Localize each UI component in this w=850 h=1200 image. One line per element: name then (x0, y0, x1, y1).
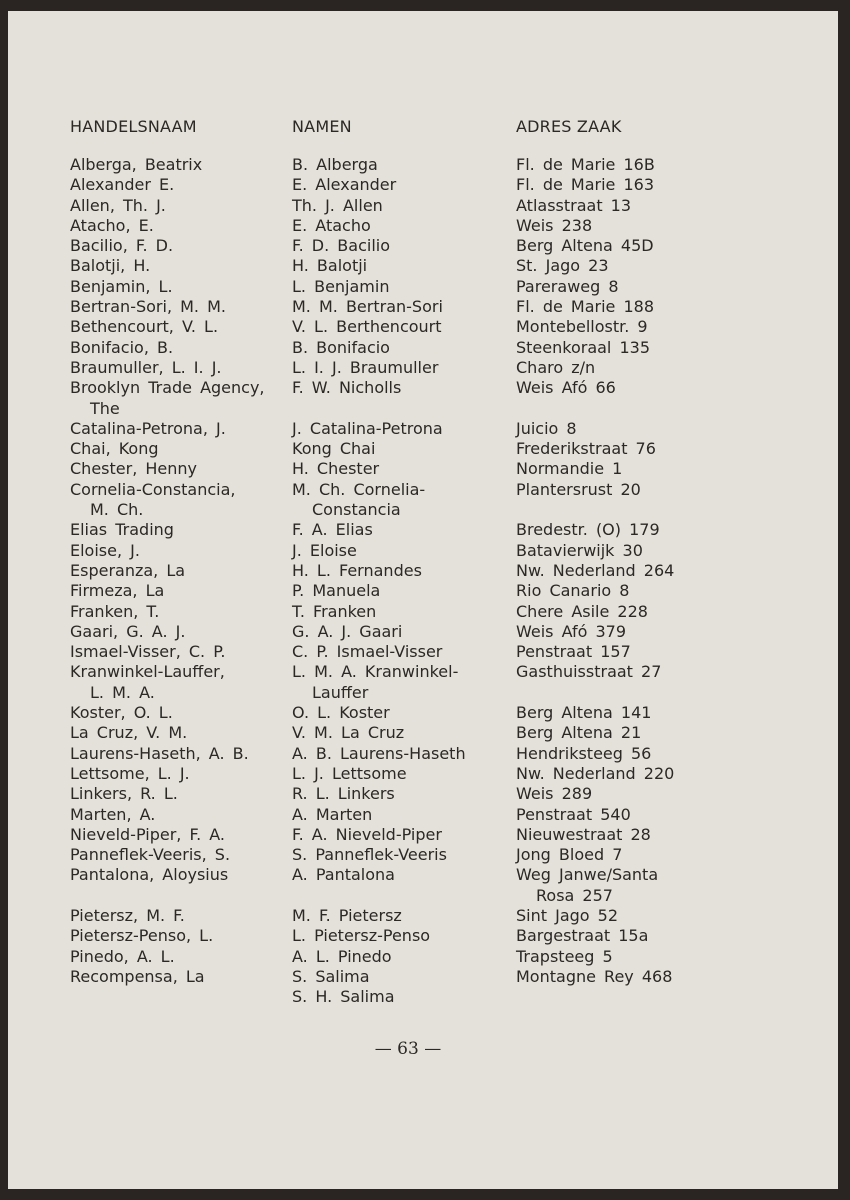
list-item: Plantersrust 20 (516, 479, 641, 499)
list-item: V. M. La Cruz (292, 723, 405, 743)
list-item: Pareraweg 8 (516, 276, 619, 296)
list-item: A. Marten (292, 804, 373, 824)
list-item: S. Panneflek-Veeris (292, 845, 447, 865)
list-item: Rio Canario 8 (516, 581, 630, 601)
list-item: Atacho, E. (70, 215, 154, 235)
list-item: Marten, A. (70, 804, 156, 824)
list-item: Fl. de Marie 163 (516, 175, 655, 195)
list-item: J. Catalina-Petrona (292, 418, 443, 438)
list-item: L. I. J. Braumuller (292, 357, 439, 377)
page-number: — 63 — (374, 1039, 442, 1059)
list-item (292, 886, 512, 906)
list-item: Ismael-Visser, C. P. (70, 642, 226, 662)
list-item: C. P. Ismael-Visser (292, 642, 443, 662)
list-item: Recompensa, La (70, 966, 205, 986)
list-item: Fl. de Marie 188 (516, 297, 655, 317)
list-item: Weis 238 (516, 215, 593, 235)
list-item: Lettsome, L. J. (70, 763, 190, 783)
list-item: Montagne Rey 468 (516, 966, 673, 986)
list-item: Nieveld-Piper, F. A. (70, 824, 225, 844)
list-item: L. Pietersz-Penso (292, 926, 431, 946)
list-item: Lauffer (312, 682, 369, 702)
list-item (516, 500, 716, 520)
list-item: Linkers, R. L. (70, 784, 178, 804)
list-item: L. J. Lettsome (292, 763, 407, 783)
list-item: S. Salima (292, 966, 370, 986)
list-item: A. L. Pinedo (292, 946, 392, 966)
list-item: Chai, Kong (70, 439, 159, 459)
list-item: Brooklyn Trade Agency, (70, 378, 265, 398)
list-item: F. A. Nieveld-Piper (292, 824, 442, 844)
list-item: Nieuwestraat 28 (516, 824, 651, 844)
list-item: Franken, T. (70, 601, 160, 621)
list-item: M. Ch. (90, 500, 144, 520)
list-item: T. Franken (292, 601, 377, 621)
list-item: Bertran-Sori, M. M. (70, 297, 226, 317)
list-item: Charo z/n (516, 357, 596, 377)
list-item: Bethencourt, V. L. (70, 317, 219, 337)
list-item: H. Balotji (292, 256, 368, 276)
list-item: Pantalona, Aloysius (70, 865, 229, 885)
list-item: H. L. Fernandes (292, 560, 422, 580)
list-item: Fl. de Marie 16B (516, 155, 655, 174)
list-item: P. Manuela (292, 581, 381, 601)
list-item: J. Eloise (292, 540, 357, 560)
list-item: Constancia (312, 500, 401, 520)
list-item: Allen, Th. J. (70, 195, 166, 215)
list-item: Esperanza, La (70, 560, 186, 580)
list-item: Chester, Henny (70, 459, 197, 479)
list-item: Elias Trading (70, 520, 174, 540)
list-item: Atlasstraat 13 (516, 195, 632, 215)
list-item: Penstraat 157 (516, 642, 631, 662)
list-item: Panneflek-Veeris, S. (70, 845, 231, 865)
list-item: Chere Asile 228 (516, 601, 648, 621)
list-item: Rosa 257 (536, 885, 613, 905)
list-item: Jong Bloed 7 (516, 845, 623, 865)
list-item: Koster, O. L. (70, 703, 173, 723)
list-item: V. L. Berthencourt (292, 317, 442, 337)
list-item: Juicio 8 (516, 418, 577, 438)
list-item: B. Bonifacio (292, 337, 390, 357)
list-item: Alexander E. (70, 175, 175, 195)
list-item: Berg Altena 45D (516, 236, 654, 256)
list-item: Nw. Nederland 264 (516, 560, 675, 580)
list-item: Weis Afó 66 (516, 378, 616, 398)
list-item: A. B. Laurens-Haseth (292, 743, 466, 763)
list-item: M. F. Pietersz (292, 905, 402, 925)
list-item: Steenkoraal 135 (516, 337, 650, 357)
list-item (516, 399, 716, 419)
header-namen: NAMEN (292, 117, 352, 136)
list-item: M. Ch. Cornelia- (292, 479, 426, 499)
list-item: Firmeza, La (70, 581, 165, 601)
list-item: Frederikstraat 76 (516, 439, 656, 459)
list-item: Benjamin, L. (70, 276, 173, 296)
column-namen (292, 115, 512, 1007)
list-item (70, 886, 290, 906)
list-item: Penstraat 540 (516, 804, 631, 824)
list-item: H. Chester (292, 459, 380, 479)
column-adres-zaak (516, 115, 716, 987)
list-item: Alberga, Beatrix (70, 155, 203, 174)
list-item: Catalina-Petrona, J. (70, 418, 226, 438)
list-item: L. M. A. Kranwinkel- (292, 662, 459, 682)
list-item: Balotji, H. (70, 256, 151, 276)
list-item: Weis 289 (516, 784, 593, 804)
list-item: Pinedo, A. L. (70, 946, 175, 966)
list-item: Berg Altena 141 (516, 703, 652, 723)
list-item: F. W. Nicholls (292, 378, 402, 398)
header-handelsnaam: HANDELSNAAM (70, 117, 197, 136)
list-item (516, 683, 716, 703)
list-item: Sint Jago 52 (516, 905, 619, 925)
list-item: R. L. Linkers (292, 784, 395, 804)
list-item: Berg Altena 21 (516, 723, 642, 743)
list-item: E. Alexander (292, 175, 397, 195)
list-item: Laurens-Haseth, A. B. (70, 743, 249, 763)
list-item: G. A. J. Gaari (292, 621, 403, 641)
list-item: Trapsteeg 5 (516, 946, 613, 966)
handelsnaam-list (70, 155, 290, 987)
list-item: Kranwinkel-Lauffer, (70, 662, 225, 682)
list-item: St. Jago 23 (516, 256, 609, 276)
namen-list (292, 155, 512, 1007)
list-item: Eloise, J. (70, 540, 140, 560)
list-item: Weg Janwe/Santa (516, 865, 659, 885)
list-item: S. H. Salima (292, 987, 395, 1007)
adres-list (516, 155, 716, 987)
column-handelsnaam (70, 115, 290, 987)
list-item: E. Atacho (292, 215, 371, 235)
list-item: Cornelia-Constancia, (70, 479, 236, 499)
list-item: La Cruz, V. M. (70, 723, 188, 743)
list-item: Nw. Nederland 220 (516, 763, 675, 783)
list-item: B. Alberga (292, 155, 378, 174)
list-item: Montebellostr. 9 (516, 317, 648, 337)
page (8, 11, 838, 1189)
list-item: Braumuller, L. I. J. (70, 357, 222, 377)
list-item: Kong Chai (292, 439, 376, 459)
list-item: L. Benjamin (292, 276, 390, 296)
list-item: A. Pantalona (292, 865, 395, 885)
list-item: Weis Afó 379 (516, 621, 627, 641)
list-item: The (90, 398, 120, 418)
list-item: Bonifacio, B. (70, 337, 174, 357)
list-item: F. D. Bacilio (292, 236, 390, 256)
list-item: Hendriksteeg 56 (516, 743, 652, 763)
list-item: Pietersz-Penso, L. (70, 926, 214, 946)
list-item: Gaari, G. A. J. (70, 621, 186, 641)
list-item: F. A. Elias (292, 520, 373, 540)
list-item: Batavierwijk 30 (516, 540, 643, 560)
list-item: Bacilio, F. D. (70, 236, 174, 256)
list-item: Bargestraat 15a (516, 926, 649, 946)
list-item: Th. J. Allen (292, 195, 383, 215)
list-item (292, 399, 512, 419)
list-item: O. L. Koster (292, 703, 390, 723)
list-item: Bredestr. (O) 179 (516, 520, 660, 540)
list-item: L. M. A. (90, 682, 155, 702)
list-item: Normandie 1 (516, 459, 623, 479)
list-item: Gasthuisstraat 27 (516, 662, 662, 682)
header-adres-zaak: ADRES ZAAK (516, 117, 622, 136)
list-item: M. M. Bertran-Sori (292, 297, 443, 317)
list-item: Pietersz, M. F. (70, 905, 185, 925)
